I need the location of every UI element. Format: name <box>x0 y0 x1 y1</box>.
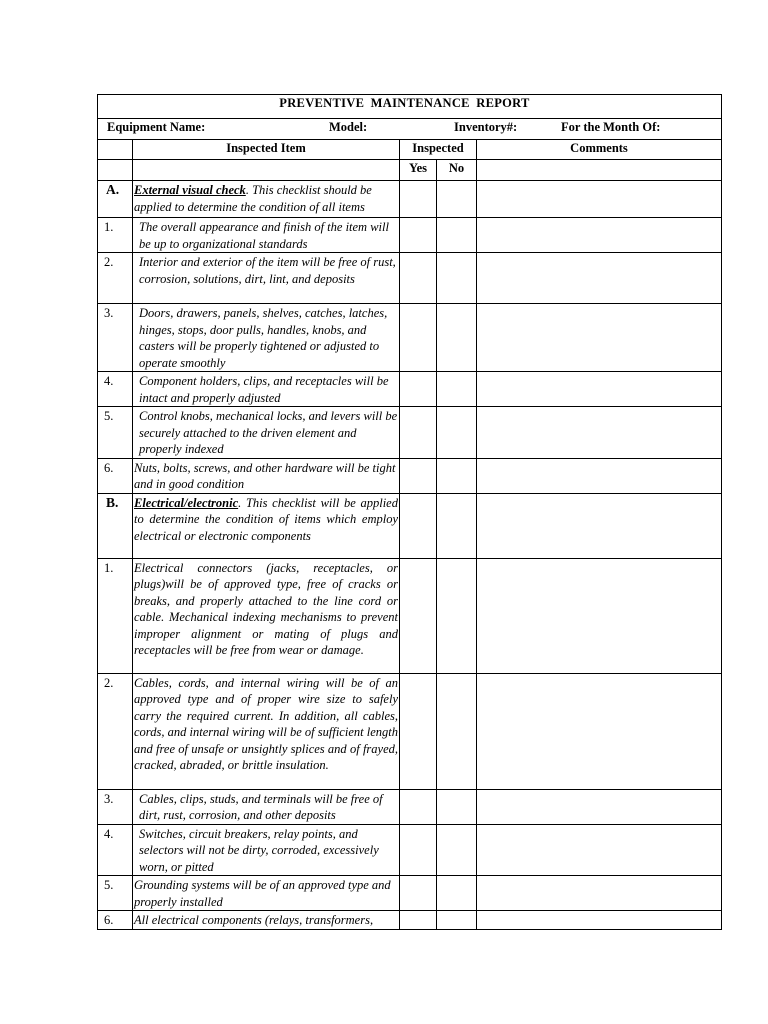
section-heading: External visual check <box>134 183 246 197</box>
yes-check-cell[interactable] <box>400 253 437 304</box>
item-text: Nuts, bolts, screws, and other hardware will be tight and in good condition <box>133 458 400 493</box>
checklist-row <box>98 673 722 789</box>
report-table <box>97 94 722 930</box>
comments-cell[interactable] <box>477 673 722 789</box>
checklist-row <box>98 218 722 253</box>
no-check-cell[interactable] <box>437 407 477 459</box>
item-text: Cables, cords, and internal wiring will be of an approved type and of proper wire size to safely carry the required current. In addition, all cables, cords, and internal wiring will be of sufficient length and free of unsafe or unsightly splices and of frayed, cracked, abraded, or brittle insulation. <box>133 673 400 789</box>
checklist-row <box>98 876 722 911</box>
equipment-info-row <box>98 119 722 140</box>
section-a-row <box>98 181 722 218</box>
header-blank-cell <box>98 160 133 181</box>
item-text: All electrical components (relays, transformers, <box>133 911 400 930</box>
header-row <box>98 140 722 160</box>
section-description <box>133 181 400 218</box>
comments-cell[interactable] <box>477 824 722 876</box>
item-number: 4. <box>98 824 133 876</box>
yes-check-cell[interactable] <box>400 673 437 789</box>
maintenance-report-sheet <box>97 94 721 930</box>
no-check-cell[interactable] <box>437 372 477 407</box>
comments-cell[interactable] <box>477 218 722 253</box>
comments-cell[interactable] <box>477 372 722 407</box>
comments-cell[interactable] <box>477 493 722 558</box>
checklist-row <box>98 824 722 876</box>
no-check-cell[interactable] <box>437 789 477 824</box>
item-text: The overall appearance and finish of the item will be up to organizational standards <box>133 218 400 253</box>
equipment-info-cell[interactable] <box>98 119 722 140</box>
item-number: 6. <box>98 911 133 930</box>
model-label: Model: <box>329 120 368 134</box>
title-row <box>98 95 722 119</box>
no-check-cell[interactable] <box>437 218 477 253</box>
checklist-row <box>98 407 722 459</box>
comments-cell[interactable] <box>477 304 722 372</box>
no-check-cell[interactable] <box>437 304 477 372</box>
yes-check-cell[interactable] <box>400 407 437 459</box>
checklist-row <box>98 911 722 930</box>
no-check-cell[interactable] <box>437 911 477 930</box>
yes-header: Yes <box>400 160 437 181</box>
item-number: 4. <box>98 372 133 407</box>
yes-check-cell[interactable] <box>400 824 437 876</box>
inventory-label: Inventory#: <box>454 120 518 134</box>
header-blank-cell <box>98 140 133 160</box>
no-check-cell[interactable] <box>437 458 477 493</box>
item-number: 6. <box>98 458 133 493</box>
section-label: B. <box>98 493 133 558</box>
no-header: No <box>437 160 477 181</box>
comments-cell[interactable] <box>477 181 722 218</box>
comments-cell[interactable] <box>477 789 722 824</box>
item-text: Switches, circuit breakers, relay points, and selectors will not be dirty, corroded, excessively worn, or pitted <box>133 824 400 876</box>
item-number: 2. <box>98 253 133 304</box>
checklist-row <box>98 372 722 407</box>
item-text: Control knobs, mechanical locks, and levers will be securely attached to the driven element and properly indexed <box>133 407 400 459</box>
item-text: Interior and exterior of the item will be free of rust, corrosion, solutions, dirt, lint, and deposits <box>133 253 400 304</box>
item-number: 3. <box>98 789 133 824</box>
checklist-row <box>98 304 722 372</box>
checklist-row <box>98 558 722 673</box>
report-title: PREVENTIVE MAINTENANCE REPORT <box>279 96 530 110</box>
yes-check-cell[interactable] <box>400 181 437 218</box>
yes-check-cell[interactable] <box>400 558 437 673</box>
section-heading: Electrical/electronic <box>134 495 239 510</box>
section-label: A. <box>98 181 133 218</box>
item-number: 1. <box>98 558 133 673</box>
item-text: Electrical connectors (jacks, receptacles, or plugs)will be of approved type, free of cracks or breaks, and properly attached to the line cord or cable. Mechanical indexing mechanisms to prevent improper alignment or mating of plugs and receptacles will be free from wear or damage. <box>133 558 400 673</box>
section-text: . This checklist should be applied to determine the condition of all items <box>134 183 372 214</box>
no-check-cell[interactable] <box>437 558 477 673</box>
inspected-item-header: Inspected Item <box>133 140 400 160</box>
no-check-cell[interactable] <box>437 876 477 911</box>
yes-no-header-row <box>98 160 722 181</box>
equipment-name-label: Equipment Name: <box>107 120 206 134</box>
comments-cell[interactable] <box>477 558 722 673</box>
no-check-cell[interactable] <box>437 493 477 558</box>
no-check-cell[interactable] <box>437 824 477 876</box>
comments-cell[interactable] <box>477 407 722 459</box>
yes-check-cell[interactable] <box>400 458 437 493</box>
item-number: 5. <box>98 876 133 911</box>
yes-check-cell[interactable] <box>400 372 437 407</box>
section-b-row <box>98 493 722 558</box>
section-text: . This checklist will be applied to determine the condition of items which employ electrical or electronic components <box>134 495 398 543</box>
header-blank-cell <box>133 160 400 181</box>
item-number: 3. <box>98 304 133 372</box>
no-check-cell[interactable] <box>437 253 477 304</box>
inspected-header: Inspected <box>400 140 477 160</box>
no-check-cell[interactable] <box>437 673 477 789</box>
yes-check-cell[interactable] <box>400 876 437 911</box>
yes-check-cell[interactable] <box>400 304 437 372</box>
checklist-row <box>98 253 722 304</box>
item-number: 2. <box>98 673 133 789</box>
yes-check-cell[interactable] <box>400 493 437 558</box>
checklist-row <box>98 458 722 493</box>
yes-check-cell[interactable] <box>400 218 437 253</box>
item-number: 5. <box>98 407 133 459</box>
comments-header: Comments <box>477 140 722 160</box>
item-text: Doors, drawers, panels, shelves, catches, latches, hinges, stops, door pulls, handles, knobs, and casters will be properly tightened or adjusted to operate smoothly <box>133 304 400 372</box>
header-blank-cell <box>477 160 722 181</box>
item-text: Grounding systems will be of an approved type and properly installed <box>133 876 400 911</box>
item-text: Cables, clips, studs, and terminals will be free of dirt, rust, corrosion, and other deposits <box>133 789 400 824</box>
comments-cell[interactable] <box>477 876 722 911</box>
checklist-row <box>98 789 722 824</box>
yes-check-cell[interactable] <box>400 789 437 824</box>
item-number: 1. <box>98 218 133 253</box>
item-text: Component holders, clips, and receptacles will be intact and properly adjusted <box>133 372 400 407</box>
comments-cell[interactable] <box>477 458 722 493</box>
no-check-cell[interactable] <box>437 181 477 218</box>
month-label: For the Month Of: <box>561 120 661 134</box>
section-description <box>133 493 400 558</box>
comments-cell[interactable] <box>477 253 722 304</box>
report-title-cell <box>98 95 722 119</box>
comments-cell[interactable] <box>477 911 722 930</box>
yes-check-cell[interactable] <box>400 911 437 930</box>
